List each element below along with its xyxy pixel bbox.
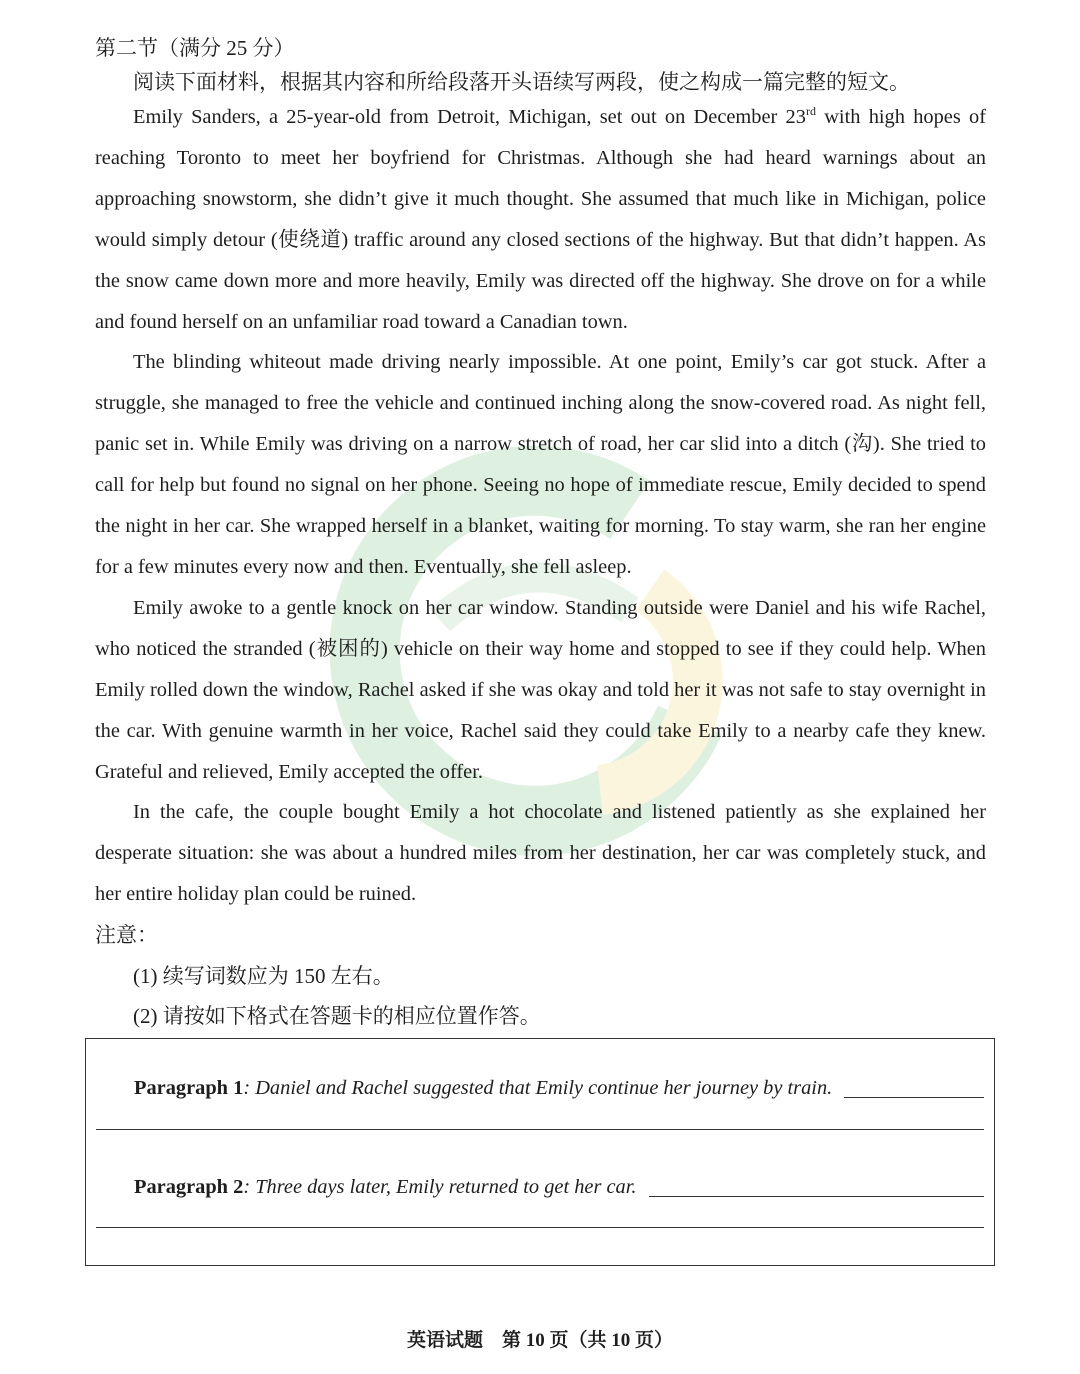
writing-line[interactable]	[96, 1227, 984, 1228]
paragraph-2-opening: : Three days later, Emily returned to get her car.	[243, 1176, 637, 1198]
paragraph-1-label: Paragraph 1	[134, 1077, 244, 1099]
paragraph-1-blank[interactable]	[844, 1096, 984, 1098]
section-title: 第二节（满分 25 分）	[95, 36, 295, 60]
paragraph-2-blank[interactable]	[649, 1195, 984, 1197]
story-paragraph-2: The blinding whiteout made driving nearly impossible. At one point, Emily’s car got stuck. After a struggle, she managed to free the vehicle and continued inching along the snow-covered road. As night fell, panic set in. While Emily was driving on a narrow stretch of road, her car slid into a ditch (沟). She tried to call for help but found no signal on her phone. Seeing no hope of immediate rescue, Emily decided to spend the night in her car. She wrapped herself in a blanket, waiting for morning. To stay warm, she ran her engine for a few minutes every now and then. Eventually, she fell asleep.	[95, 351, 986, 578]
story-paragraph-3: Emily awoke to a gentle knock on her car window. Standing outside were Daniel and his wife Rachel, who noticed the stranded (被困的) vehicle on their way home and stopped to see if they could help. When Emily rolled down the window, Rachel asked if she was okay and told her it was not safe to stay overnight in the car. With genuine warmth in her voice, Rachel said they could take Emily to a nearby cafe they knew. Grateful and relieved, Emily accepted the offer.	[95, 596, 986, 783]
story-passage	[95, 97, 986, 915]
answer-box	[85, 1038, 995, 1266]
note-format: (2) 请按如下格式在答题卡的相应位置作答。	[133, 1004, 541, 1028]
notes-label: 注意：	[95, 923, 158, 947]
task-instruction: 阅读下面材料，根据其内容和所给段落开头语续写两段，使之构成一篇完整的短文。	[133, 70, 910, 94]
page-footer: 英语试题 第 10 页（共 10 页）	[406, 1330, 673, 1351]
paragraph-2-label: Paragraph 2	[134, 1176, 244, 1198]
paragraph-1-opening: : Daniel and Rachel suggested that Emily continue her journey by train.	[243, 1077, 833, 1099]
paragraph-2-prompt	[134, 1172, 984, 1202]
story-paragraph-4: In the cafe, the couple bought Emily a hot chocolate and listened patiently as she explained her desperate situation: she was about a hundred miles from her destination, her car was completely stuck, and her entire holiday plan could be ruined.	[95, 801, 986, 906]
notes-section	[95, 915, 986, 1037]
story-paragraph-1: Emily Sanders, a 25-year-old from Detroit, Michigan, set out on December 23rd with high hopes of reaching Toronto to meet her boyfriend for Christmas. Although she had heard warnings about an approaching snowstorm, she didn’t give it much thought. She assumed that much like in Michigan, police would simply detour (使绕道) traffic around any closed sections of the highway. But that didn’t happen. As the snow came down more and more heavily, Emily was directed off the highway. She drove on for a while and found herself on an unfamiliar road toward a Canadian town.	[95, 104, 986, 333]
note-word-count: (1) 续写词数应为 150 左右。	[133, 963, 394, 988]
paragraph-1-prompt	[134, 1073, 984, 1103]
writing-line[interactable]	[96, 1129, 984, 1130]
